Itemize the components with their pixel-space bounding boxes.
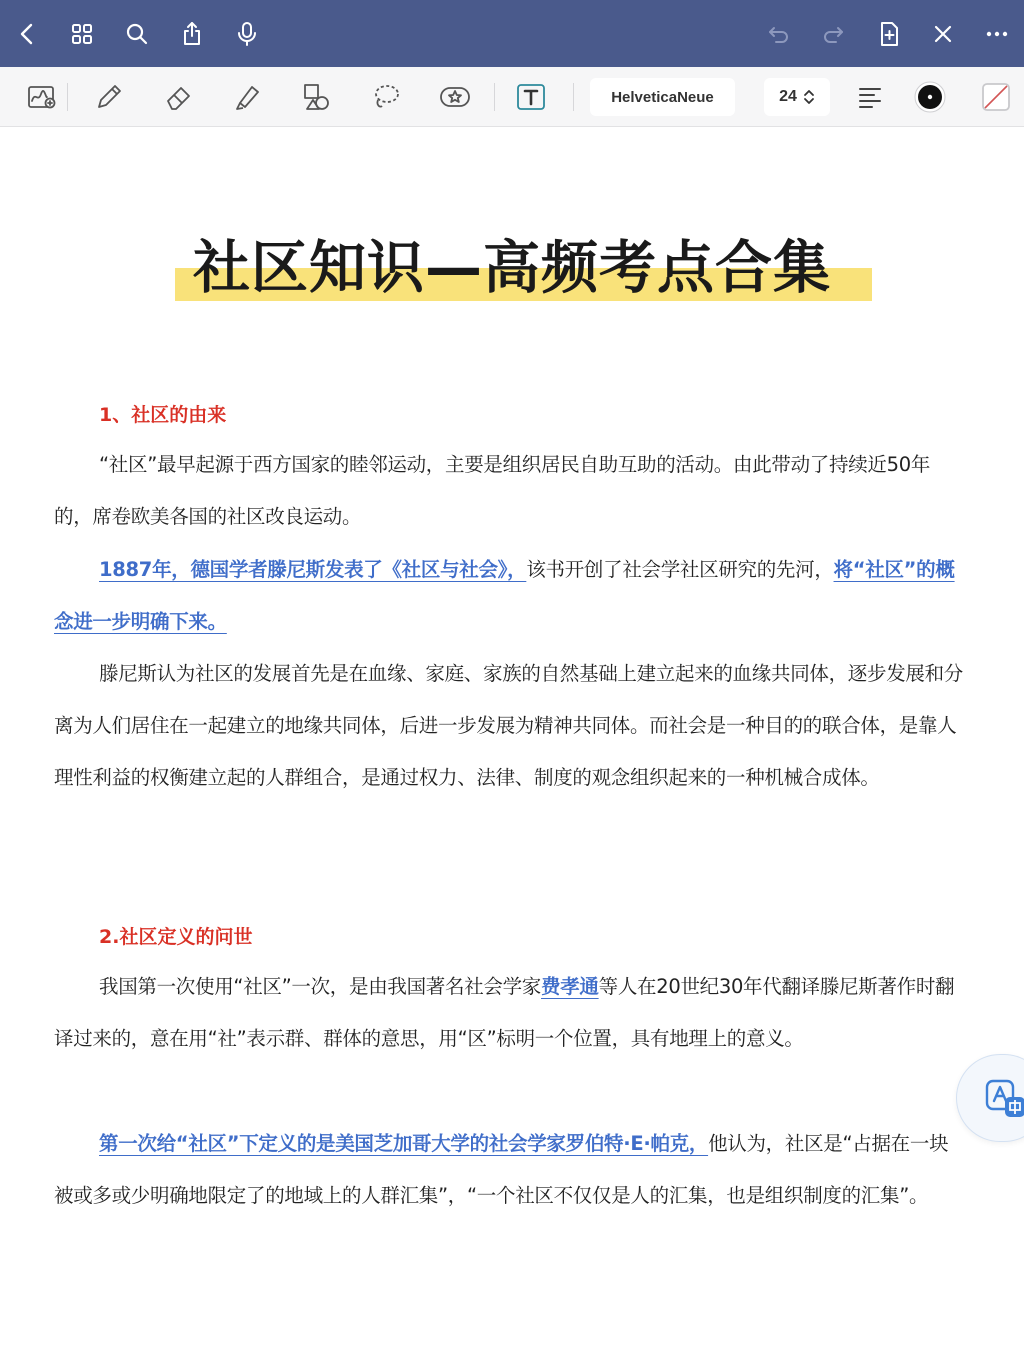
paragraph-tonnies-theory: 滕尼斯认为社区的发展首先是在血缘、家庭、家族的自然基础上建立起来的血缘共同体，逐步发展和分离为人们居住在一起建立的地缘共同体，后进一步发展为精神共同体。而社会是一种目的的联合体，是靠人理性利益的权衡建立起的人群组合，是通过权力、法律、制度的观念组织起来的一种机械合成体。 (54, 662, 964, 789)
paragraph-text: 我国第一次使用“社区”一次，是由我国著名社会学家 (99, 975, 542, 998)
more-options-icon[interactable] (980, 17, 1014, 51)
toolbar-divider (573, 83, 574, 111)
paragraph-tonnies-book (54, 544, 966, 648)
translate-button[interactable] (956, 1054, 1024, 1142)
color-picker-swatch-icon[interactable] (910, 77, 950, 117)
image-insert-tool-icon[interactable] (22, 77, 62, 117)
eraser-tool-icon[interactable] (159, 77, 199, 117)
title-row (0, 228, 1024, 308)
lasso-tool-icon[interactable] (366, 77, 406, 117)
link-fei-xiaotong[interactable]: 费孝通 (541, 975, 599, 998)
section-heading-definition: 2.社区定义的问世 (99, 926, 253, 948)
top-navigation-bar (0, 0, 1024, 67)
background-color-icon[interactable] (976, 77, 1016, 117)
paragraph-align-icon[interactable] (850, 77, 890, 117)
toolbar-divider (67, 83, 68, 111)
share-icon[interactable] (175, 17, 209, 51)
font-family-label: HelveticaNeue (611, 88, 714, 106)
translate-icon (983, 1077, 1024, 1121)
paragraph-text: 他认为，社区是“占据在一块被或多或少明确地限定了的地域上的人群汇集”，“一个社区不仅仅是人的汇集，也是组织制度的汇集”。 (54, 1132, 949, 1207)
highlighter-tool-icon[interactable] (228, 77, 268, 117)
drawing-toolbar (0, 67, 1024, 127)
paragraph-fei-xiaotong (54, 961, 966, 1065)
paragraph-origin-intro: “社区”最早起源于西方国家的睦邻运动，主要是组织居民自助互助的活动。由此带动了持续近50年的，席卷欧美各国的社区改良运动。 (54, 453, 931, 528)
paragraph-text: 该书开创了社会学社区研究的先河， (526, 558, 834, 581)
link-tonnies-1887[interactable]: 1887年，德国学者滕尼斯发表了《社区与社会》， (99, 558, 527, 581)
link-robert-park[interactable]: 第一次给“社区”下定义的是美国芝加哥大学的社会学家罗伯特·E·帕克， (99, 1132, 709, 1155)
paragraph-park-definition (54, 1118, 966, 1222)
shapes-tool-icon[interactable] (297, 77, 337, 117)
sticker-tool-icon[interactable] (435, 77, 475, 117)
text-tool-icon[interactable] (511, 77, 551, 117)
toolbar-divider (494, 83, 495, 111)
link-community-concept[interactable]: 将“社区”的概念进一步明确下来。 (54, 558, 955, 633)
font-size-selector[interactable] (764, 78, 830, 116)
microphone-icon[interactable] (230, 17, 264, 51)
undo-icon[interactable] (762, 17, 796, 51)
grid-view-icon[interactable] (65, 17, 99, 51)
document-title: 社区知识—高频考点合集 (193, 235, 831, 301)
add-page-icon[interactable] (872, 17, 906, 51)
section-heading-origin: 1、社区的由来 (99, 404, 227, 426)
search-icon[interactable] (120, 17, 154, 51)
pen-tool-icon[interactable] (89, 77, 129, 117)
redo-icon[interactable] (816, 17, 850, 51)
font-family-selector[interactable] (590, 78, 735, 116)
stepper-chevron-icon (803, 89, 815, 105)
paragraph-text: 等人在20世纪30年代翻译滕尼斯著作时翻译过来的，意在用“社”表示群、群体的意思，用“区”标明一个位置，具有地理上的意义。 (54, 975, 955, 1050)
back-chevron-icon[interactable] (10, 17, 44, 51)
font-size-value: 24 (779, 88, 797, 105)
close-icon[interactable] (926, 17, 960, 51)
